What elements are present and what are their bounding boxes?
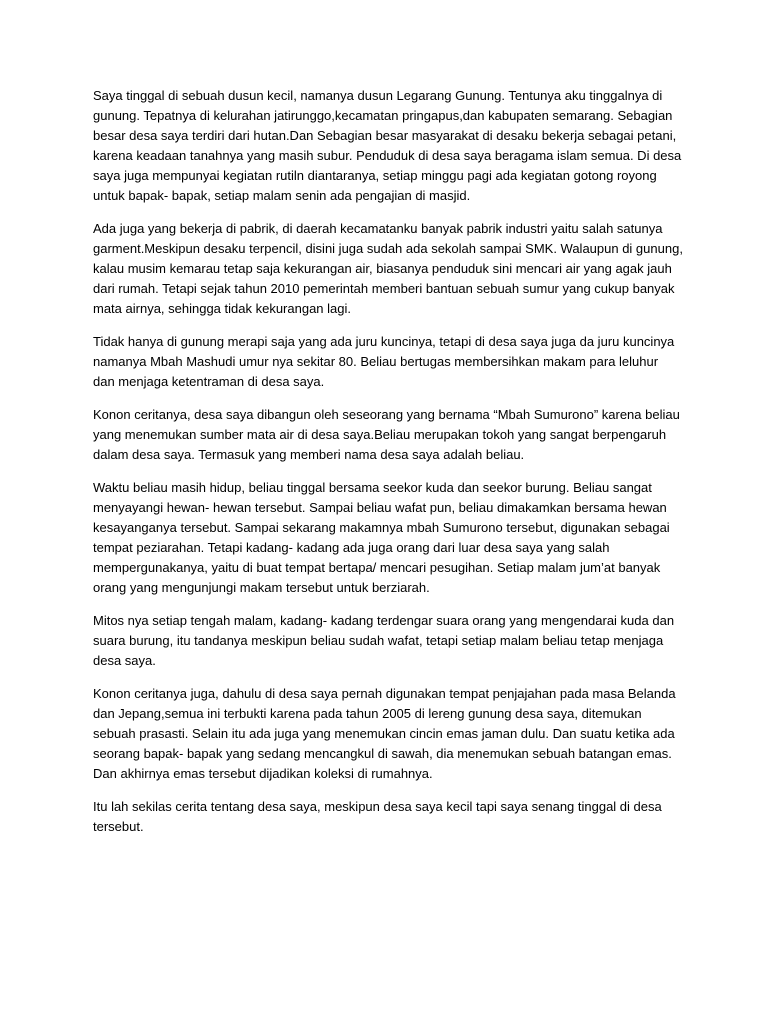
- paragraph-5: Waktu beliau masih hidup, beliau tinggal bersama seekor kuda dan seekor burung. Beliau sangat menyayangi hewan- hewan tersebut. Sampai beliau wafat pun, beliau dimakamkan bersama hewan kesayanganya tersebut. Sampai sekarang makamnya mbah Sumurono tersebut, digunakan sebagai tempat peziarahan. Tetapi kadang- kadang ada juga orang dari luar desa saya yang salah mempergunakanya, yaitu di buat tempat bertapa/ mencari pesugihan. Setiap malam jum’at banyak orang yang mengunjungi makam tersebut untuk berziarah.: [93, 480, 670, 595]
- document-page: [93, 86, 683, 850]
- paragraph-6: Mitos nya setiap tengah malam, kadang- kadang terdengar suara orang yang mengendarai kuda dan suara burung, itu tandanya meskipun beliau sudah wafat, tetapi setiap malam beliau tetap menjaga desa saya.: [93, 613, 675, 668]
- paragraph-7: Konon ceritanya juga, dahulu di desa saya pernah digunakan tempat penjajahan pada masa Belanda dan Jepang,semua ini terbukti karena pada tahun 2005 di lereng gunung desa saya, ditemukan sebuah prasasti. Selain itu ada juga yang menemukan cincin emas jaman dulu. Dan suatu ketika ada seorang bapak- bapak yang sedang mencangkul di sawah, dia menemukan sebuah batangan emas. Dan akhirnya emas tersebut dijadikan koleksi di rumahnya.: [93, 686, 676, 781]
- paragraph-8: Itu lah sekilas cerita tentang desa saya, meskipun desa saya kecil tapi saya senang tinggal di desa tersebut.: [93, 799, 662, 834]
- paragraph-4: Konon ceritanya, desa saya dibangun oleh seseorang yang bernama “Mbah Sumurono” karena beliau yang menemukan sumber mata air di desa saya.Beliau merupakan tokoh yang sangat berpengaruh dalam desa saya. Termasuk yang memberi nama desa saya adalah beliau.: [93, 407, 680, 462]
- paragraph-2: Ada juga yang bekerja di pabrik, di daerah kecamatanku banyak pabrik industri yaitu salah satunya garment.Meskipun desaku terpencil, disini juga sudah ada sekolah sampai SMK. Walaupun di gunung, kalau musim kemarau tetap saja kekurangan air, biasanya penduduk sini mencari air yang agak jauh dari rumah. Tetapi sejak tahun 2010 pemerintah memberi bantuan sebuah sumur yang cukup banyak mata airnya, sehingga tidak kekurangan lagi.: [93, 221, 683, 316]
- paragraph-1: Saya tinggal di sebuah dusun kecil, namanya dusun Legarang Gunung. Tentunya aku tinggalnya di gunung. Tepatnya di kelurahan jatirunggo,kecamatan pringapus,dan kabupaten semarang. Sebagian besar desa saya terdiri dari hutan.Dan Sebagian besar masyarakat di desaku bekerja sebagai petani, karena keadaan tanahnya yang masih subur. Penduduk di desa saya beragama islam semua. Di desa saya juga mempunyai kegiatan rutiln diantaranya, setiap minggu pagi ada kegiatan gotong royong untuk bapak- bapak, setiap malam senin ada pengajian di masjid.: [93, 88, 682, 203]
- paragraph-3: Tidak hanya di gunung merapi saja yang ada juru kuncinya, tetapi di desa saya juga da juru kuncinya namanya Mbah Mashudi umur nya sekitar 80. Beliau bertugas membersihkan makam para leluhur dan menjaga ketentraman di desa saya.: [93, 334, 675, 389]
